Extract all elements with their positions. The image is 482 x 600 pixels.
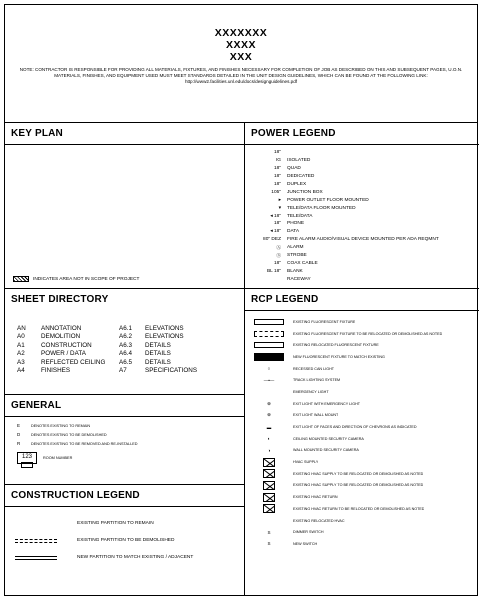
rcp-shape-icon (254, 353, 284, 361)
key-plan-legend-text: INDICATES AREA NOT IN SCOPE OF PROJECT (33, 276, 140, 282)
power-legend-list (245, 145, 479, 283)
sheet-directory-title: SHEET DIRECTORY (11, 294, 109, 305)
list-item (251, 236, 479, 244)
rcp-symbol-icon (253, 329, 285, 338)
list-item (253, 503, 479, 515)
list-item (15, 532, 244, 549)
list-item (253, 374, 479, 386)
list-item (253, 421, 479, 433)
partition-new-icon (15, 556, 57, 560)
construction-text: EXISTING PARTITION TO BE DEMOLISHED (77, 538, 175, 543)
rcp-symbol-icon: ○ (267, 366, 271, 372)
rcp-symbol-icon (253, 341, 285, 350)
sheet-name: ELEVATIONS (145, 333, 184, 341)
list-item (17, 439, 244, 448)
list-item (253, 456, 479, 468)
sheet-code: A2 (17, 350, 25, 358)
list-item (253, 339, 479, 351)
list-item (253, 410, 479, 422)
construction-legend-section (5, 485, 244, 595)
general-text: DENOTES EXISTING TO BE REMOVED AND RE-INSTALLED (31, 441, 138, 446)
power-legend-label: DATA (287, 229, 300, 235)
sheet-code: A4 (17, 367, 25, 375)
power-symbol-icon: ◂ 18" (270, 213, 281, 219)
general-symbol: R (17, 440, 21, 446)
power-symbol-icon: BL 18" (266, 268, 281, 274)
rcp-shape-icon (254, 331, 284, 337)
power-symbol-icon: 18" (273, 150, 281, 156)
list-item (251, 196, 479, 204)
sheet-code: A0 (17, 333, 25, 341)
list-item (253, 351, 479, 363)
power-legend-label: TELE/DATA FLOOR MOUNTED (287, 205, 356, 211)
rcp-symbol-icon: ◑ (267, 447, 271, 453)
power-legend-label: PHONE (287, 221, 305, 227)
rcp-symbol-icon (253, 516, 285, 525)
list-item (17, 430, 244, 439)
power-symbol-icon: Ⓐ (276, 246, 281, 252)
sheet-code: A3 (17, 358, 25, 366)
rcp-symbol-icon: ▬ (266, 424, 272, 430)
rcp-symbol-icon: S (267, 541, 271, 547)
power-symbol-icon: 18" (273, 260, 281, 266)
power-legend-label: QUAD (287, 166, 301, 172)
list-item (253, 515, 479, 527)
sheet-name: FINISHES (41, 367, 71, 375)
rcp-symbol-icon: ⊗ (267, 400, 271, 406)
title-line-3: XXX (229, 51, 253, 63)
power-legend-label: ALARM (287, 245, 304, 251)
drawing-sheet (4, 4, 478, 596)
rcp-symbol-icon: ◐ (267, 436, 271, 442)
list-item (251, 165, 479, 173)
construction-text: NEW PARTITION TO MATCH EXISTING / ADJACENT (77, 555, 194, 560)
rcp-legend-list (245, 311, 479, 550)
list-item (251, 228, 479, 236)
power-legend-label: DUPLEX (287, 182, 307, 187)
rcp-symbol-icon (253, 481, 285, 490)
power-legend-label: JUNCTION BOX (287, 189, 323, 195)
rcp-legend-label: EMERGENCY LIGHT (293, 389, 329, 394)
sheet-code: A6.4 (119, 350, 132, 358)
list-item (253, 538, 479, 550)
power-legend-title: POWER LEGEND (245, 123, 479, 145)
general-list (5, 417, 244, 464)
room-tag-icon: 123 (17, 452, 37, 464)
list-item (253, 526, 479, 538)
general-symbol: D (17, 431, 21, 437)
list-item (251, 181, 479, 189)
sheet-code: A6.5 (119, 358, 132, 366)
room-number-legend (17, 452, 244, 464)
list-item (253, 433, 479, 445)
rcp-shape-icon (263, 458, 275, 467)
title-line-1: XXXXXXX (214, 27, 268, 39)
rcp-legend-title: RCP LEGEND (245, 289, 479, 311)
rcp-symbol-icon (253, 387, 285, 396)
power-symbol-icon: 18" (273, 182, 281, 187)
power-legend-label: POWER OUTLET FLOOR MOUNTED (287, 197, 369, 203)
power-legend-label: FIRE ALARM AUDIO/VISUAL DEVICE MOUNTED PER ADA REQMNT (287, 237, 439, 243)
list-item (15, 515, 244, 532)
general-title: GENERAL (5, 395, 244, 417)
sheet-name: DETAILS (145, 341, 171, 349)
rcp-legend-label: WALL MOUNTED SECURITY CAMERA (293, 448, 359, 453)
rcp-legend-label: HVAC SUPPLY (293, 460, 319, 465)
sheet-code: A7 (119, 367, 127, 375)
power-legend-label: COAX CABLE (287, 260, 318, 266)
list-item (251, 149, 479, 157)
sheet-name: DETAILS (145, 358, 171, 366)
power-symbol-icon: ▸ (278, 197, 281, 203)
power-symbol-icon: 105" (271, 189, 281, 195)
power-legend-label: TELE/DATA (287, 213, 313, 219)
list-item (253, 480, 479, 492)
sheet-name: DETAILS (145, 350, 171, 358)
power-legend-label: ISOLATED (287, 158, 311, 164)
construction-legend-title: CONSTRUCTION LEGEND (5, 485, 244, 507)
power-legend-section (245, 123, 479, 289)
sheet-code: AN (17, 325, 26, 332)
power-symbol-icon: Ⓢ (276, 254, 281, 260)
rcp-legend-label: EXISTING HVAC SUPPLY TO BE RELOCATED OR DEMOLISHED AS NOTED (293, 483, 424, 488)
power-legend-label: DEDICATED (287, 174, 315, 180)
power-legend-label: BLANK (287, 268, 303, 274)
key-plan-title: KEY PLAN (5, 123, 244, 145)
general-text: DENOTES EXISTING TO REMAIN (31, 423, 91, 428)
left-column (5, 123, 245, 595)
rcp-shape-icon (254, 319, 284, 325)
rcp-legend-label: EXISTING HVAC RETURN TO BE RELOCATED OR DEMOLISHED AS NOTED (293, 506, 425, 511)
hatch-swatch-icon (13, 276, 29, 282)
list-item (251, 188, 479, 196)
sheet-directory-table (17, 325, 238, 374)
sheet-code: A1 (17, 341, 25, 349)
room-number-label: ROOM NUMBER (43, 456, 73, 460)
partition-remain-icon (15, 523, 57, 525)
list-item (15, 549, 244, 566)
rcp-legend-label: EXIT LIGHT WITH EMERGENCY LIGHT (293, 401, 360, 406)
sheet-name: ANNOTATION (41, 325, 82, 332)
rcp-legend-label: CEILING MOUNTED SECURITY CAMERA (293, 436, 364, 441)
sheet-code: A6.1 (119, 325, 132, 332)
rcp-symbol-icon: ⊗ (267, 412, 271, 418)
list-item (17, 421, 244, 430)
rcp-legend-label: NEW FLUORESCENT FIXTURE TO MATCH EXISTING (293, 354, 385, 359)
title-block (5, 5, 477, 123)
rcp-legend-label: EXIT LIGHT OF FACES AND DIRECTION OF CHEVRONS AS INDICATED (293, 425, 417, 430)
list-item (251, 244, 479, 252)
list-item (253, 445, 479, 457)
key-plan-legend (13, 276, 139, 282)
rcp-shape-icon (263, 493, 275, 502)
general-symbol: E (17, 422, 21, 428)
rcp-legend-label: EXISTING RELOCATED HVAC (293, 518, 345, 523)
rcp-legend-label: EXISTING HVAC SUPPLY TO BE RELOCATED OR DEMOLISHED AS NOTED (293, 471, 424, 476)
title-line-2: XXXX (225, 39, 256, 51)
power-legend-label: STROBE (287, 253, 307, 259)
list-item (251, 252, 479, 260)
rcp-shape-icon (263, 504, 275, 513)
rcp-shape-icon (254, 342, 284, 348)
list-item (253, 386, 479, 398)
key-plan-section (5, 123, 244, 289)
contractor-note: NOTE: CONTRACTOR IS RESPONSIBLE FOR PROVIDING ALL MATERIALS, FIXTURES, AND FINISHES NECESSARY FOR COMPLETION OF JOB AS DESCRIBED ON THIS AND SUBSEQUENT PAGES, U.O.N. MATERIALS, FINISHES, AND EQUIPMENT USED MUST MEET STANDARDS DETAILED IN THE UNIT DESIGN GUIDELINES, WHICH CAN BE FOUND AT THE FOLLOWING LINK: http://www2.facilities.unl.edu/docs/designguidelines.pdf (19, 67, 463, 84)
rcp-legend-label: EXISTING FLUORESCENT FIXTURE TO BE RELOCATED OR DEMOLISHED AS NOTED (293, 331, 443, 336)
list-item (251, 259, 479, 267)
sheet-code: A6.2 (119, 333, 132, 341)
sheet-name: DEMOLITION (41, 333, 81, 341)
power-legend-label: RACEWAY (287, 276, 311, 282)
power-symbol-icon: 18" (273, 166, 281, 172)
rcp-symbol-icon (253, 493, 285, 502)
rcp-legend-section (245, 289, 479, 595)
list-item (253, 398, 479, 410)
rcp-legend-label: RECESSED CAN LIGHT (293, 366, 334, 371)
rcp-symbol-icon (253, 458, 285, 467)
rcp-symbol-icon: —•— (263, 377, 275, 383)
list-item (251, 212, 479, 220)
sheet-name: POWER / DATA (41, 350, 86, 358)
general-text: DENOTES EXISTING TO BE DEMOLISHED (31, 432, 107, 437)
sheet-name: SPECIFICATIONS (145, 367, 198, 375)
rcp-legend-label: EXISTING HVAC RETURN (293, 495, 338, 500)
construction-text: EXISTING PARTITION TO REMAIN (77, 521, 154, 526)
partition-demolish-icon (15, 539, 57, 543)
sheet-directory-section (5, 289, 244, 395)
list-item (253, 316, 479, 328)
rcp-shape-icon (263, 469, 275, 478)
rcp-symbol-icon: S (267, 529, 271, 535)
list-item (251, 220, 479, 228)
power-symbol-icon: 80" DEZ (263, 237, 281, 243)
sheet-name: ELEVATIONS (145, 325, 184, 332)
list-item (251, 267, 479, 275)
sheet-code: A6.3 (119, 341, 132, 349)
rcp-legend-label: DIMMER SWITCH (293, 530, 324, 535)
rcp-legend-label: TRACK LIGHTING SYSTEM (293, 378, 341, 383)
rcp-legend-label: EXIT LIGHT WALL MOUNT (293, 413, 339, 418)
rcp-legend-label: NEW SWITCH (293, 541, 318, 546)
rcp-symbol-icon (253, 504, 285, 513)
power-symbol-icon: ◂ 18" (270, 229, 281, 235)
general-section (5, 395, 244, 485)
list-item (253, 491, 479, 503)
sheet-name: REFLECTED CEILING (41, 358, 106, 366)
construction-legend-list (5, 507, 244, 566)
rcp-symbol-icon (253, 317, 285, 326)
rcp-symbol-icon (253, 469, 285, 478)
power-symbol-icon: 18" (273, 174, 281, 180)
power-symbol-icon: ▾ (278, 205, 281, 211)
right-column (245, 123, 479, 595)
rcp-legend-label: EXISTING RELOCATED FLUORESCENT FIXTURE (293, 343, 379, 348)
list-item (251, 173, 479, 181)
list-item (251, 157, 479, 165)
power-symbol-icon: IG (275, 158, 281, 164)
list-item (251, 204, 479, 212)
list-item (253, 363, 479, 375)
list-item (253, 328, 479, 340)
rcp-shape-icon (263, 481, 275, 490)
power-symbol-icon: 18" (273, 221, 281, 227)
rcp-symbol-icon (253, 352, 285, 361)
sheet-name: CONSTRUCTION (41, 341, 92, 349)
list-item (251, 275, 479, 283)
rcp-legend-label: EXISTING FLUORESCENT FIXTURE (293, 319, 356, 324)
list-item (253, 468, 479, 480)
